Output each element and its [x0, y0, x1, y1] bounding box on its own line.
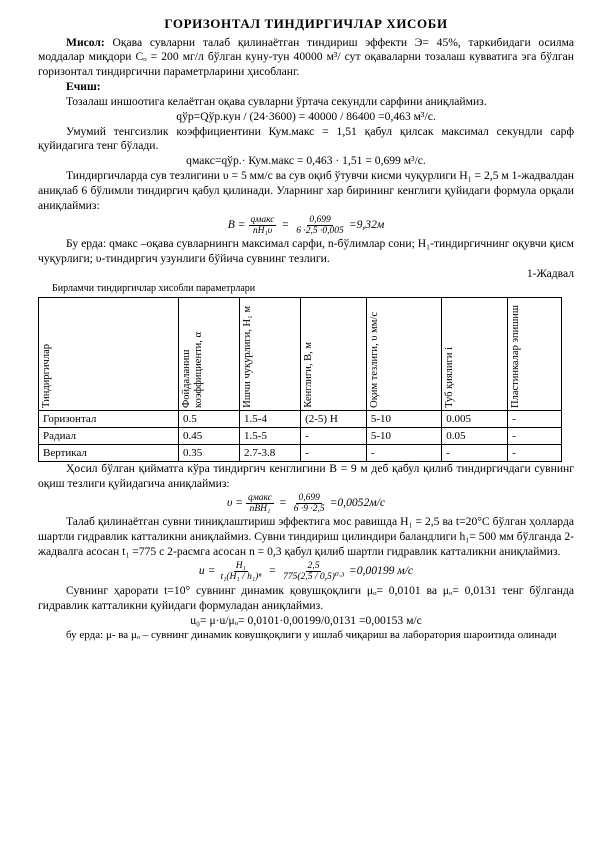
table-row [39, 410, 562, 427]
formula-hydraulic-result: =0,00199 м/с [348, 564, 414, 578]
table-header-cell: Оқим тезлиги, υ мм/с [366, 297, 441, 410]
table-row [39, 444, 562, 461]
table-cell: 1.5-4 [240, 410, 301, 427]
paragraph-1: Тозалаш иншоотига келаётган оқава сувларни ўртача секундли сарфини аниқлаймиз. [66, 94, 487, 108]
formula-velocity-num-1: qмакс [247, 492, 272, 503]
paragraph-7: Сувнинг ҳарорати t=10° сувнинг динамик қовушқоқлиги μₒ= 0,0101 ва μₒ= 0,0131 тенг бўлганда гидравлик катталикни қуйидаги формуладан аниқлаймиз. [38, 583, 574, 612]
table-cell: - [301, 444, 367, 461]
formula-width-lhs: B = [227, 218, 246, 232]
formula-velocity-lhs: υ = [226, 496, 243, 510]
table-cell: - [366, 444, 441, 461]
page-title: ГОРИЗОНТАЛ ТИНДИРГИЧЛАР ХИСОБИ [164, 16, 448, 31]
formula-max-flow: qмакс=qўр.· Кум.макс = 0,463 · 1,51 = 0,699 м³/с. [186, 154, 426, 168]
example-label: Мисол: [66, 35, 105, 49]
paragraph-8: бу ерда: μ- ва μₒ – сувнинг динамик ковушқоқлиги у ишлаб чиқариш ва лаборатория шароитида олинади [66, 629, 557, 642]
table-cell: 0.005 [442, 410, 508, 427]
paragraph-5: Ҳосил бўлган қийматга кўра тиндиргич кенглигини В = 9 м деб қабул қилиб тиндиргичдаги сувнинг оқиш тезлиги қуйидагича аниқлаймиз: [38, 461, 574, 490]
table-cell: Горизонтал [39, 410, 179, 427]
formula-width-fraction-2 [294, 215, 346, 237]
table-cell: 0.45 [179, 427, 240, 444]
formula-width-num-2: 0,699 [309, 214, 331, 225]
table-cell: 0.35 [179, 444, 240, 461]
formula-hydraulic-fraction-1 [218, 561, 263, 583]
formula-velocity-result: =0,0052м/с [329, 496, 386, 510]
table-cell: Радиал [39, 427, 179, 444]
table-cell: - [508, 410, 562, 427]
solution-label: Ечиш: [66, 80, 101, 94]
table-header-cell: Тиндиргичлар [39, 297, 179, 410]
paragraph-6: Талаб қилинаётган сувни тиниқлаштириш эффектига мос равишда Н₁ = 2,5 ва t=20°С бўлган ҳолларда шартли гидравлик катталикни аниқлаймиз. Сувни тиндириш цилиндири баландлиги h₁= 500 мм бўлганда 2-жадвалга асосан t₁ =775 с 2-расмга асосан n = 0,3 қабул қилиб шартли гидравлик катталикни аниқлаймиз. [38, 515, 574, 559]
table-row [39, 427, 562, 444]
table-header-cell: Кенглиги, В, м [301, 297, 367, 410]
formula-velocity-num-2: 0,699 [298, 492, 320, 503]
formula-hydraulic-den-2: 775(2,5 / 0,5)⁰·³ [283, 572, 344, 583]
example-paragraph [38, 36, 574, 80]
table-cell: Вертикал [39, 444, 179, 461]
formula-width-den-1: nH₁υ [252, 226, 273, 236]
table-cell: 1.5-5 [240, 427, 301, 444]
formula-width-fraction-1 [249, 215, 277, 237]
table-cell: - [508, 427, 562, 444]
formula-hydraulic-num-1: H₁ [235, 560, 246, 571]
formula-velocity-fraction-2 [292, 493, 327, 515]
formula-velocity-den-1: nBH₁ [249, 504, 271, 515]
table-cell: - [301, 427, 367, 444]
table-header-row [39, 297, 562, 410]
table-cell: 5-10 [366, 427, 441, 444]
parameters-table [38, 297, 562, 462]
table-cell: - [442, 444, 508, 461]
table-header-cell: Фойдаланиш коэффициенти, α [179, 297, 240, 410]
table-cell: (2-5) H [301, 410, 367, 427]
paragraph-4: Бу ерда: qмакс –оқава сувларнингн максимал сарфи, n-бўлимлар сони; Н₁-тиндиргичнинг оқувчи қисм чуқурлиги; υ-тиндиргич узунлиги бўйича сувнинг тезлиги. [38, 237, 574, 266]
table-cell: 5-10 [366, 410, 441, 427]
formula-hydraulic-num-2: 2,5 [307, 560, 320, 571]
formula-viscosity: u₀= μ·u/μₒ= 0,0101·0,00199/0,0131 =0,00153 м/с [190, 613, 422, 627]
table-number: 1-Жадвал [526, 267, 574, 281]
formula-width: B = $\frac{\text{qмакс}}{\text{nH₁υ}}$ = $\frac{0,699}{6 \cdot 2,5 \cdot 0,005}$ =9,32м [227, 214, 385, 236]
formula-velocity: υ = $\frac{\text{qмакс}}{\text{nBH₁}}$ = $\frac{0,699}{6 \cdot 9 \cdot 2,5}$ =0,0052м/с [226, 492, 386, 515]
table-cell: - [508, 444, 562, 461]
formula-average-flow: qўр=Qўр.кун / (24·3600) = 40000 / 86400 =0,463 м³/с. [176, 109, 436, 123]
formula-velocity-fraction-1 [246, 493, 274, 515]
formula-width-num-1: qмакс [250, 214, 275, 225]
table-caption: Бирламчи тиндиргичлар хисобли параметрлари [52, 282, 256, 294]
table-header-cell: Ишчи чуқурлиги, Н₁ м [240, 297, 301, 410]
table-header-cell: Туб қиялиги i [442, 297, 508, 410]
formula-velocity-den-2: 6 ·9 ·2,5 [293, 504, 325, 515]
formula-hydraulic-fraction-2 [281, 561, 346, 583]
formula-hydraulic-lhs: u = [198, 564, 216, 578]
table-cell: 2.7-3.8 [240, 444, 301, 461]
paragraph-2: Умумий тенгсизлик коэффициентини Кум.макс = 1,51 қабул қилсак максимал секундли сарф қуйидагига тенг бўлади. [38, 124, 574, 153]
table-header-cell: Пластинкалар эпишиш [508, 297, 562, 410]
example-text: Оқава сувларни талаб қилинаётган тиндириш эффекти Э= 45%, таркибидаги осилма моддалар миқдори Сₒ = 200 мг/л бўлган куну-тун 40000 м³/ сут оқаваларни тозалаш кувватига эга бўлган горизонтал тиндиргични параметрларини ҳисобланг. [38, 35, 574, 79]
formula-width-den-2: 6 ·2,5 ·0,005 [296, 226, 344, 236]
table-cell: 0.5 [179, 410, 240, 427]
paragraph-3: Тиндиргичларда сув тезлигини υ = 5 мм/с ва сув оқиб ўтувчи кисми чуқурлиги Н₁ = 2,5 м 1-жадвалдан аниқлаб 6 бўлимли тиндиргич қабул қилинади. Уларнинг хар бирининг кенглиги қуйидаги формула орқали аниқлаймиз: [38, 169, 574, 212]
formula-hydraulic-den-1: t₁(H₁ / h₁)ⁿ [220, 572, 262, 583]
formula-hydraulic-size: u = $\frac{\text{H₁}}{\text{t₁(H₁ / h₁)ⁿ}}$ = $\frac{2,5}{\text{775(2,5 / 0,5)⁰·³}}$ =0,00199 м/с [198, 560, 414, 583]
table-cell: 0.05 [442, 427, 508, 444]
formula-width-result: =9,32м [348, 218, 385, 232]
